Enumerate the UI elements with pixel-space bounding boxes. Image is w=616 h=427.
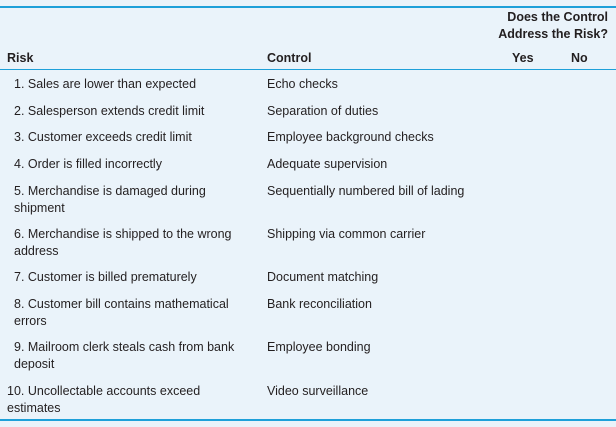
control-cell: Adequate supervision bbox=[267, 157, 388, 171]
yes-no-group-header: Does the Control Address the Risk? bbox=[498, 10, 608, 41]
risk-cell: 9. Mailroom clerk steals cash from bank deposit bbox=[14, 340, 235, 371]
control-column-header: Control bbox=[267, 51, 312, 65]
risk-cell: 4. Order is filled incorrectly bbox=[14, 157, 162, 171]
control-cell: Bank reconciliation bbox=[267, 297, 372, 311]
risk-cell: 6. Merchandise is shipped to the wrong address bbox=[14, 227, 232, 258]
risk-cell: 2. Salesperson extends credit limit bbox=[14, 104, 205, 118]
risk-cell: 5. Merchandise is damaged during shipment bbox=[14, 184, 206, 215]
control-cell: Shipping via common carrier bbox=[267, 227, 426, 241]
risk-cell: 1. Sales are lower than expected bbox=[14, 77, 197, 91]
header-rule bbox=[0, 69, 616, 70]
control-cell: Employee bonding bbox=[267, 340, 371, 354]
control-cell: Video surveillance bbox=[267, 384, 369, 398]
control-cell: Document matching bbox=[267, 270, 379, 284]
risk-column-header: Risk bbox=[7, 51, 34, 65]
no-column-header: No bbox=[571, 51, 588, 65]
table-top-rule bbox=[0, 6, 616, 8]
risk-cell: 3. Customer exceeds credit limit bbox=[14, 130, 192, 144]
table-bottom-rule bbox=[0, 419, 616, 421]
risk-cell: 7. Customer is billed prematurely bbox=[14, 270, 197, 284]
yes-column-header: Yes bbox=[512, 51, 534, 65]
control-cell: Separation of duties bbox=[267, 104, 379, 118]
risk-cell: 10. Uncollectable accounts exceed estimates bbox=[7, 384, 201, 415]
control-cell: Echo checks bbox=[267, 77, 338, 91]
risk-cell: 8. Customer bill contains mathematical errors bbox=[14, 297, 229, 328]
control-cell: Employee background checks bbox=[267, 130, 434, 144]
control-cell: Sequentially numbered bill of lading bbox=[267, 184, 465, 198]
